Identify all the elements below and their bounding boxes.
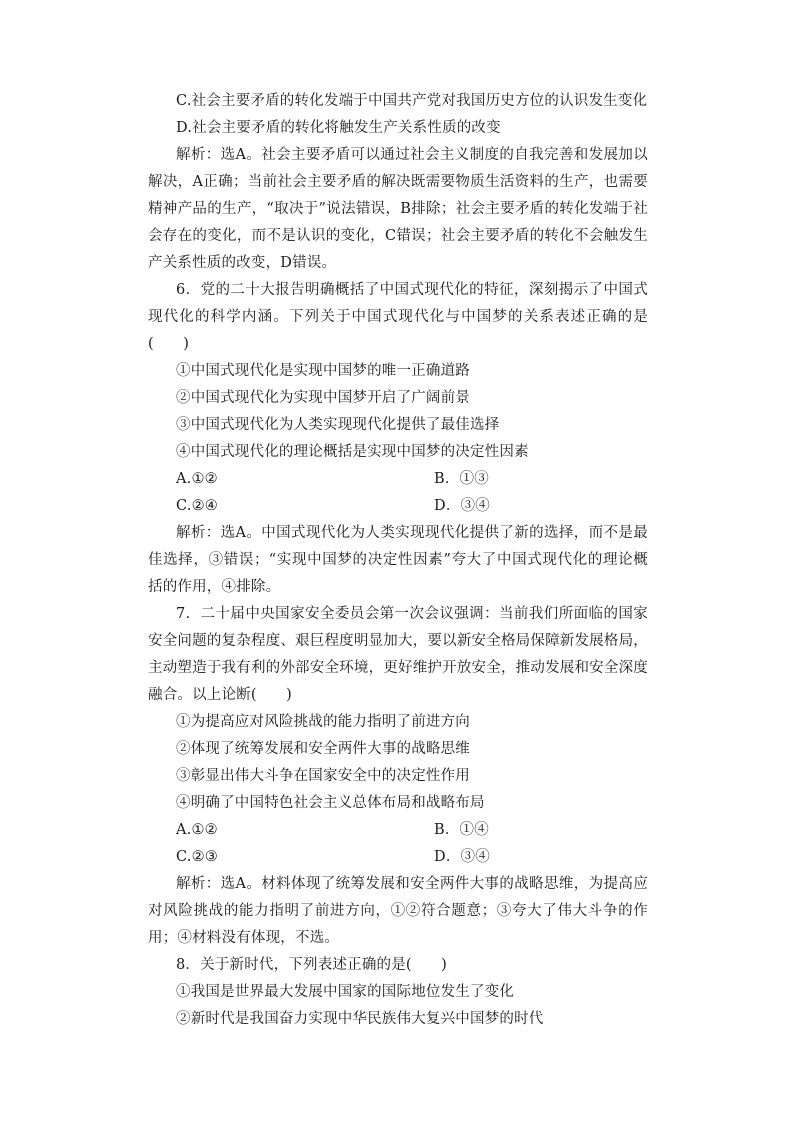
q6-option-a: A.①② <box>176 471 218 487</box>
q7-options-row-1 <box>148 817 648 844</box>
q8-item-2: ②新时代是我国奋力实现中华民族伟大复兴中国梦的时代 <box>176 1011 544 1027</box>
q7-analysis: 解析：选A。材料体现了统筹发展和安全两件大事的战略思维，为提高应对风险挑战的能力指明了前进方向，①②符合题意；③夸大了伟大斗争的作用；④材料没有体现，不选。 <box>148 876 648 946</box>
q7-option-b: B．①④ <box>434 822 489 838</box>
q8-item-1: ①我国是世界最大发展中国家的国际地位发生了变化 <box>176 984 515 1000</box>
q7-option-d: D．③④ <box>434 849 490 865</box>
q6-item-1: ①中国式现代化是实现中国梦的唯一正确道路 <box>176 363 470 379</box>
q7-options-row-2 <box>148 844 648 871</box>
q6-option-d: D．③④ <box>434 498 490 514</box>
q7-option-c: C.②③ <box>176 849 218 865</box>
q7-stem: 7．二十届中央国家安全委员会第一次会议强调：当前我们所面临的国家安全问题的复杂程度、艰巨程度明显加大，要以新安全格局保障新发展格局，主动塑造于我有利的外部安全环境，更好维护开放安全，推动发展和安全深度融合。以上论断( ) <box>148 606 648 703</box>
q7-item-4: ④明确了中国特色社会主义总体布局和战略布局 <box>176 795 485 811</box>
q6-item-2: ②中国式现代化为实现中国梦开启了广阔前景 <box>176 390 470 406</box>
q6-analysis: 解析：选A。中国式现代化为人类实现现代化提供了新的选择，而不是最佳选择，③错误；“实现中国梦的决定性因素”夸大了中国式现代化的理论概括的作用，④排除。 <box>148 525 648 595</box>
q5-option-c: C.社会主要矛盾的转化发端于中国共产党对我国历史方位的认识发生变化 <box>176 93 648 109</box>
q8-stem: 8．关于新时代，下列表述正确的是( ) <box>176 957 448 973</box>
q5-analysis: 解析：选A。社会主要矛盾可以通过社会主义制度的自我完善和发展加以解决，A正确；当前社会主要矛盾的解决既需要物质生活资料的生产，也需要精神产品的生产，“取决于”说法错误，B排除；社会主要矛盾的转化发端于社会存在的变化，而不是认识的变化，C错误；社会主要矛盾的转化不会触发生产关系性质的改变，D错误。 <box>148 147 648 271</box>
q6-option-c: C.②④ <box>176 498 218 514</box>
q7-item-3: ③彰显出伟大斗争在国家安全中的决定性作用 <box>176 768 470 784</box>
q6-options-row-2 <box>148 493 648 520</box>
q6-stem: 6．党的二十大报告明确概括了中国式现代化的特征，深刻揭示了中国式现代化的科学内涵。下列关于中国式现代化与中国梦的关系表述正确的是( ) <box>148 282 648 352</box>
document-page <box>148 88 648 1033</box>
q7-option-a: A.①② <box>176 822 218 838</box>
q6-item-4: ④中国式现代化的理论概括是实现中国梦的决定性因素 <box>176 444 529 460</box>
q7-item-2: ②体现了统筹发展和安全两件大事的战略思维 <box>176 741 470 757</box>
q6-options-row-1 <box>148 466 648 493</box>
q6-option-b: B．①③ <box>434 471 489 487</box>
q6-item-3: ③中国式现代化为人类实现现代化提供了最佳选择 <box>176 417 500 433</box>
q5-option-d: D.社会主要矛盾的转化将触发生产关系性质的改变 <box>176 120 501 136</box>
q7-item-1: ①为提高应对风险挑战的能力指明了前进方向 <box>176 714 470 730</box>
